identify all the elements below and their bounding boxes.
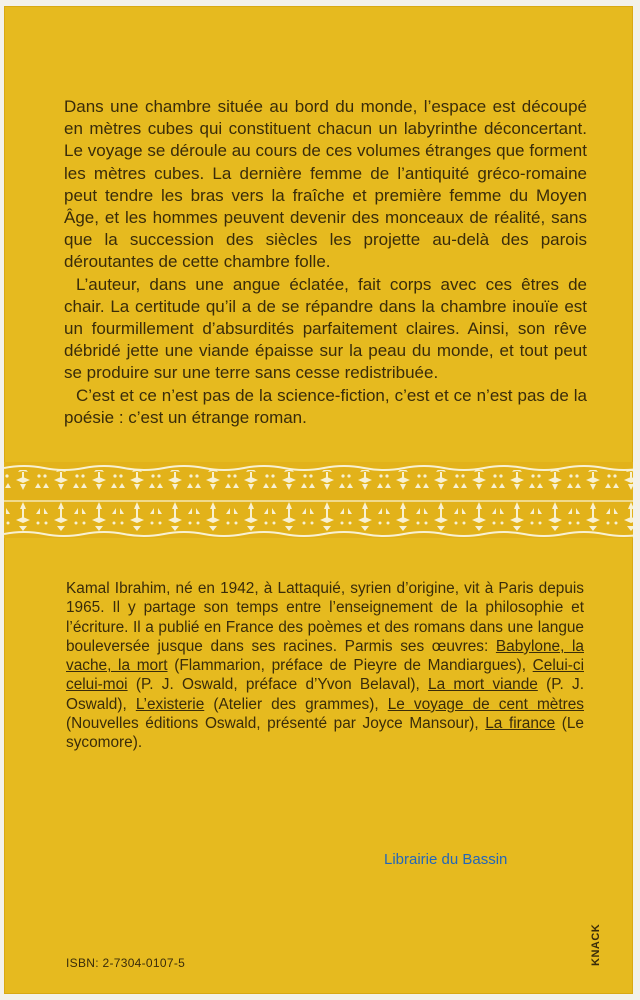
work-note-5: (Nouvelles éditions Oswald, présenté par Joyce Mansour),	[66, 715, 486, 733]
ornamental-band	[4, 462, 633, 538]
printer-mark: KNACK	[590, 923, 602, 966]
blurb-paragraph-1: Dans une chambre située au bord du monde, l’espace est découpé en mètres cubes qui constituent chacun un labyrinthe déconcertant. Le voyage se déroule au cours de ces volumes étranges que forment les mètres cubes. La dernière femme de l’antiquité gréco-romaine peut tendre les bras vers la fraîche et première femme du Moyen Âge, et les hommes peuvent devenir des monceaux de réalité, sans que la succession des siècles les projette au-delà des parois déroutantes de cette chambre folle.	[64, 97, 587, 272]
work-title-2: Celui-ci celui-moi	[66, 657, 584, 694]
isbn-label: ISBN: 2-7304-0107-5	[66, 956, 186, 970]
work-title-5: Le voyage de cent mètres	[387, 695, 584, 713]
work-title-3: La mort viande	[428, 676, 538, 694]
author-bio	[66, 579, 584, 753]
work-note-6: (Le sycomore).	[66, 715, 584, 752]
blurb-text	[64, 96, 587, 429]
work-title-4: L’existerie	[135, 695, 205, 713]
work-note-3: (P. J. Oswald),	[66, 676, 584, 713]
work-note-4: (Atelier des grammes),	[204, 695, 388, 713]
blurb-paragraph-2: L’auteur, dans une angue éclatée, fait corps avec ces êtres de chair. La certitude qu’il a de se répandre dans la chambre inouïe est un fourmillement d’absurdités parfaitement claires. Ainsi, son rêve débridé jette une viande épaisse sur la peau du monde, et tout peut se produire sur une terre sans cesse redistribuée.	[64, 274, 587, 383]
bookseller-stamp: Librairie du Bassin	[384, 851, 508, 868]
blurb-paragraph-3: C’est et ce n’est pas de la science-fiction, c’est et ce n’est pas de la poésie : c’est un étrange roman.	[64, 385, 587, 427]
bio-intro: Kamal Ibrahim, né en 1942, à Lattaquié, syrien d’origine, vit à Paris depuis 1965. Il y partage son temps entre l’enseignement de la philosophie et l’écriture. Il a publié en France des poèmes et des romans dans une langue bouleversée jusque dans ses racines. Parmis ses œuvres:	[66, 580, 584, 655]
work-title-6: La firance	[485, 715, 556, 733]
work-note-2: (P. J. Oswald, préface d’Yvon Belaval),	[127, 676, 429, 694]
work-title-1: Babylone, la vache, la mort	[66, 637, 584, 675]
back-cover	[4, 6, 633, 994]
work-note-1: (Flammarion, préface de Pieyre de Mandiargues),	[167, 657, 533, 675]
